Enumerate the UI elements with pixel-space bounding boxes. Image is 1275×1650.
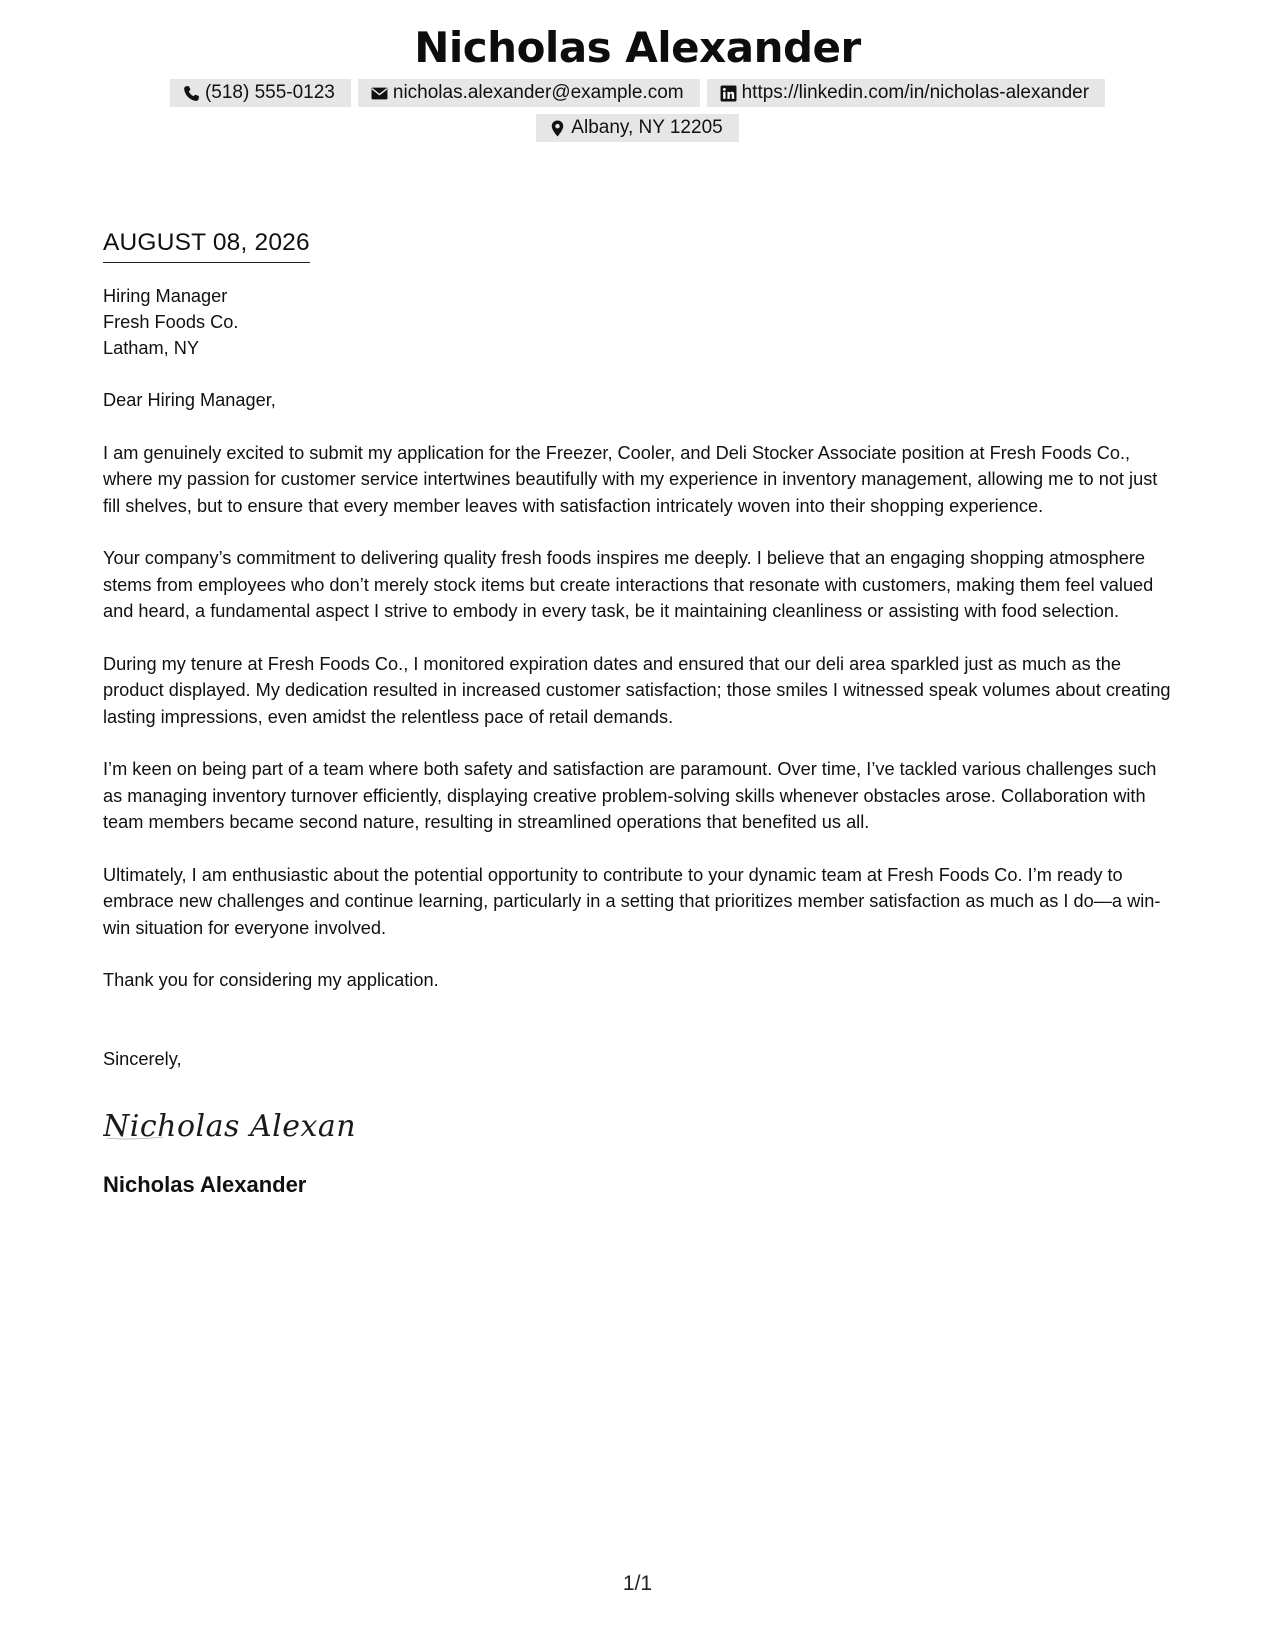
recipient-line: Hiring Manager [103,286,228,306]
handwritten-signature [103,1096,1178,1152]
contact-email-text: nicholas.alexander@example.com [392,82,684,103]
body-paragraph: Ultimately, I am enthusiastic about the potential opportunity to contribute to your dynamic team at Fresh Foods Co. I’m ready to embrace new challenges and continue learning, particularly in a setting that prioritizes member satisfaction as much as I do—a win-win situation for everyone involved. [103,864,1161,938]
envelope-icon [371,85,388,102]
recipient-line: Fresh Foods Co. [103,312,239,332]
signer-name: Nicholas Alexander [103,1172,307,1197]
contact-phone[interactable] [170,79,351,107]
letter-header [0,20,1275,142]
recipient-block [103,283,1178,361]
letter-date: AUGUST 08, 2026 [103,226,310,263]
contact-linkedin-text: https://linkedin.com/in/nicholas-alexander [741,82,1090,103]
salutation: Dear Hiring Manager, [103,390,276,410]
body-paragraph: I’m keen on being part of a team where both safety and satisfaction are paramount. Over time, I’ve tackled various challenges such as managing inventory turnover efficiently, displaying creative problem-solving skills whenever obstacles arose. Collaboration with team members became second nature, resulting in streamlined operations that benefited us all. [103,759,1157,832]
applicant-name: Nicholas Alexander [414,23,861,72]
body-paragraph: I am genuinely excited to submit my application for the Freezer, Cooler, and Deli Stocker Associate position at Fresh Foods Co., where my passion for customer service intertwines beautifully with my experience in inventory management, allowing me to not just fill shelves, but to ensure that every member leaves with satisfaction intricately woven into their shopping experience. [103,442,1158,516]
linkedin-icon [720,85,737,102]
contact-linkedin[interactable] [707,79,1105,107]
body-paragraph: During my tenure at Fresh Foods Co., I monitored expiration dates and ensured that our deli area sparkled just as much as the product displayed. My dedication resulted in increased customer satisfaction; those smiles I witnessed speak volumes about creating lasting impressions, even amidst the relentless pace of retail demands. [103,653,1171,727]
signature-text: Nicholas Alexan [103,1109,357,1144]
page-number: 1/1 [622,1572,653,1595]
thank-you-line: Thank you for considering my application. [103,970,439,990]
contact-chips [0,79,1275,142]
body-paragraph: Your company’s commitment to delivering quality fresh foods inspires me deeply. I believe that an engaging shopping atmosphere stems from employees who don’t merely stock items but create interactions that resonate with customers, making them feel valued and heard, a fundamental aspect I strive to embody in every task, be it maintaining cleanliness or assisting with food selection. [103,548,1154,621]
closing: Sincerely, [103,1048,182,1069]
letter-body [103,226,1178,1200]
phone-icon [183,85,200,102]
contact-phone-text: (518) 555-0123 [204,82,335,103]
map-pin-icon [549,120,566,137]
contact-location[interactable] [536,114,738,142]
recipient-line: Latham, NY [103,338,200,358]
contact-email[interactable] [358,79,700,107]
contact-location-text: Albany, NY 12205 [571,117,723,138]
